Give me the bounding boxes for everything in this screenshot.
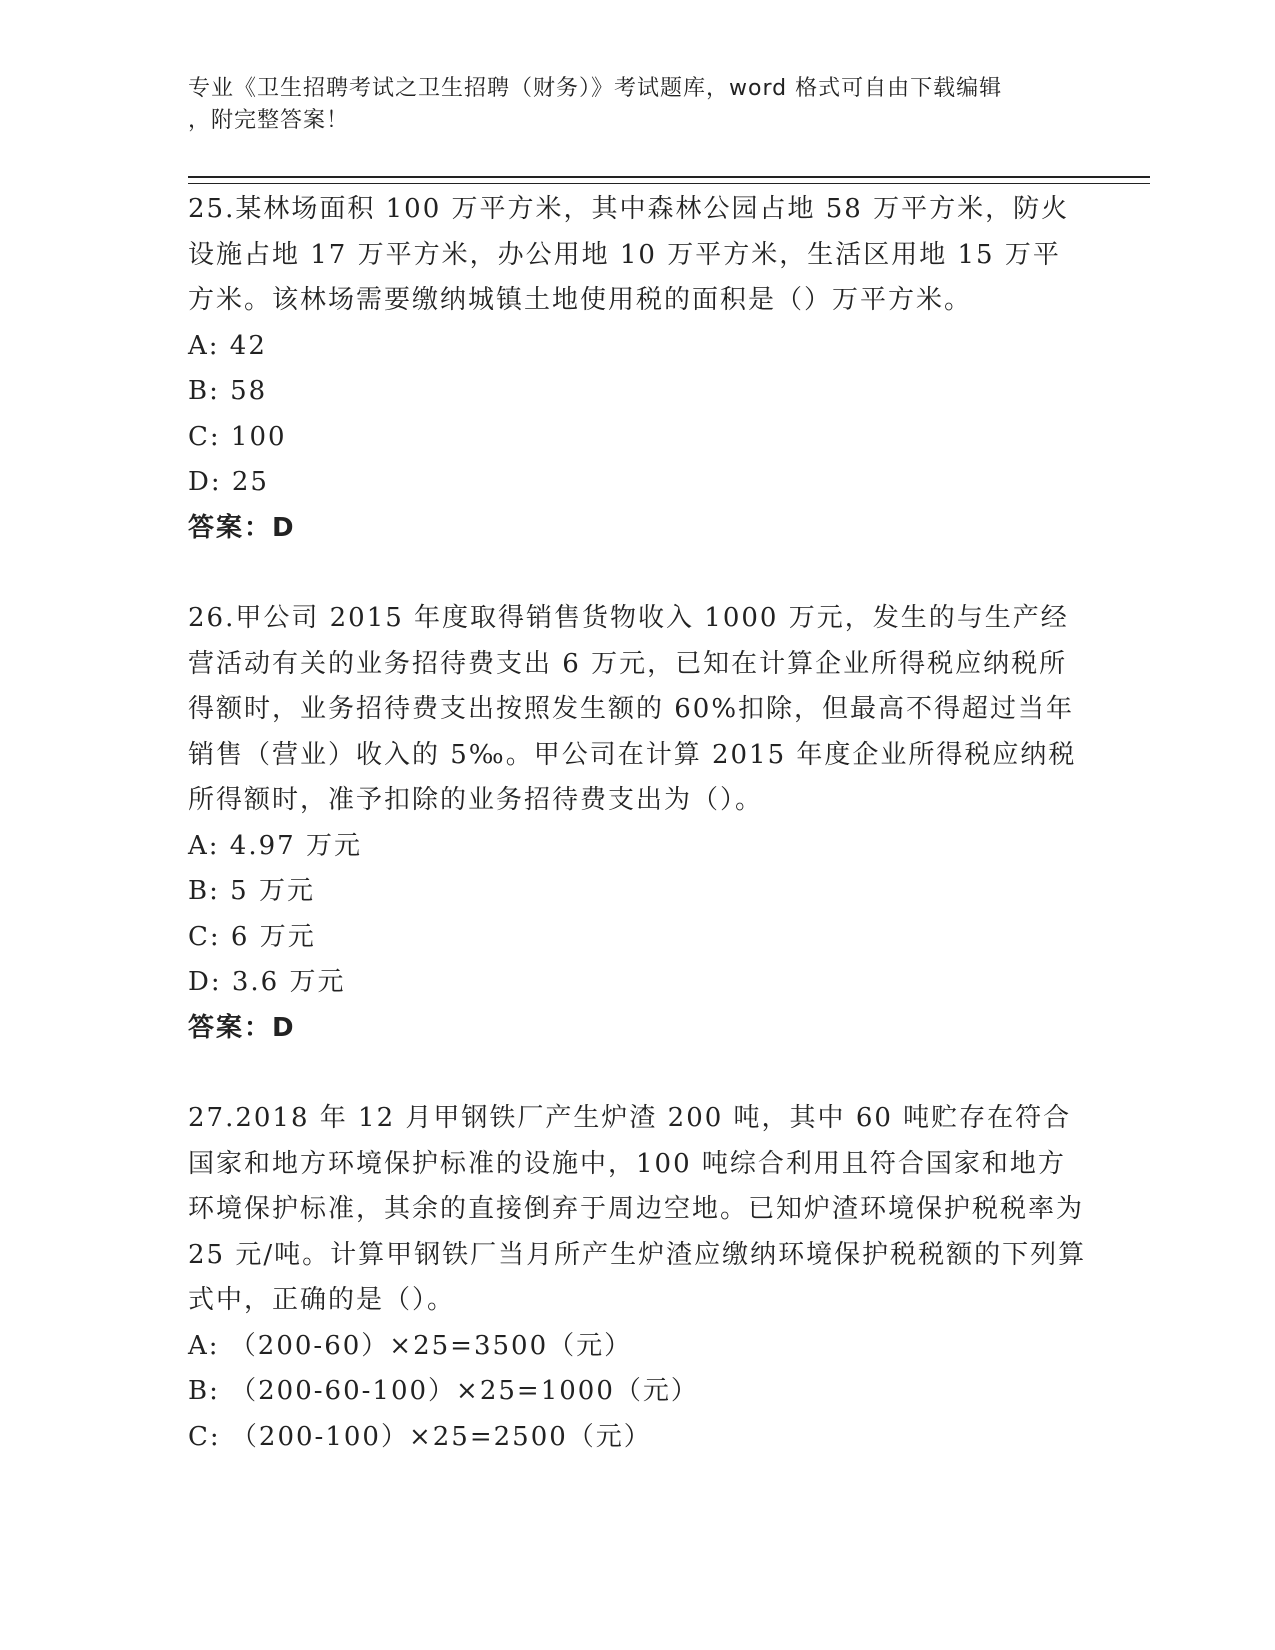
question-26: [188, 596, 1088, 1051]
question-25: [188, 187, 1088, 551]
header-line-1: 专业《卫生招聘考试之卫生招聘（财务）》考试题库，word 格式可自由下载编辑: [188, 76, 1003, 101]
header-rule-thick: [188, 176, 1150, 178]
option-a: A: （200-60）×25=3500（元）: [188, 1330, 633, 1361]
option-b: B: 5 万元: [188, 876, 315, 906]
document-header: [188, 73, 1088, 137]
question-stem: 26.甲公司 2015 年度取得销售货物收入 1000 万元，发生的与生产经营活动有关的业务招待费支出 6 万元，已知在计算企业所得税应纳税所得额时，业务招待费支出按照发生额的 60%扣除，但最高不得超过当年销售（营业）收入的 5‰。甲公司在计算 2015 年度企业所得税应纳税所得额时，准予扣除的业务招待费支出为（）。: [188, 603, 1077, 815]
question-gap: [188, 1051, 1088, 1096]
question-stem: 27.2018 年 12 月甲钢铁厂产生炉渣 200 吨，其中 60 吨贮存在符合国家和地方环境保护标准的设施中，100 吨综合利用且符合国家和地方环境保护标准，其余的直接倒弃于周边空地。已知炉渣环境保护税税率为 25 元/吨。计算甲钢铁厂当月所产生炉渣应缴纳环境保护税税额的下列算式中，正确的是（）。: [188, 1103, 1087, 1315]
option-b: B: （200-60-100）×25=1000（元）: [188, 1376, 699, 1406]
question-gap: [188, 551, 1088, 596]
option-c: C: （200-100）×25=2500（元）: [188, 1421, 652, 1452]
answer: 答案：D: [188, 512, 296, 543]
option-c: C: 6 万元: [188, 921, 316, 952]
option-a: A: 42: [188, 330, 267, 361]
option-b: B: 58: [188, 376, 268, 406]
question-27: [188, 1096, 1088, 1460]
option-d: D: 3.6 万元: [188, 967, 346, 997]
option-a: A: 4.97 万元: [188, 830, 362, 861]
header-line-2: ，附完整答案！: [188, 108, 350, 133]
question-list: [188, 187, 1088, 1460]
option-c: C: 100: [188, 421, 287, 452]
header-rule-thin: [188, 183, 1150, 184]
answer: 答案：D: [188, 1012, 296, 1043]
question-stem: 25.某林场面积 100 万平方米，其中森林公园占地 58 万平方米，防火设施占地 17 万平方米，办公用地 10 万平方米，生活区用地 15 万平方米。该林场需要缴纳城镇土地使用税的面积是（）万平方米。: [188, 194, 1070, 315]
option-d: D: 25: [188, 467, 269, 497]
